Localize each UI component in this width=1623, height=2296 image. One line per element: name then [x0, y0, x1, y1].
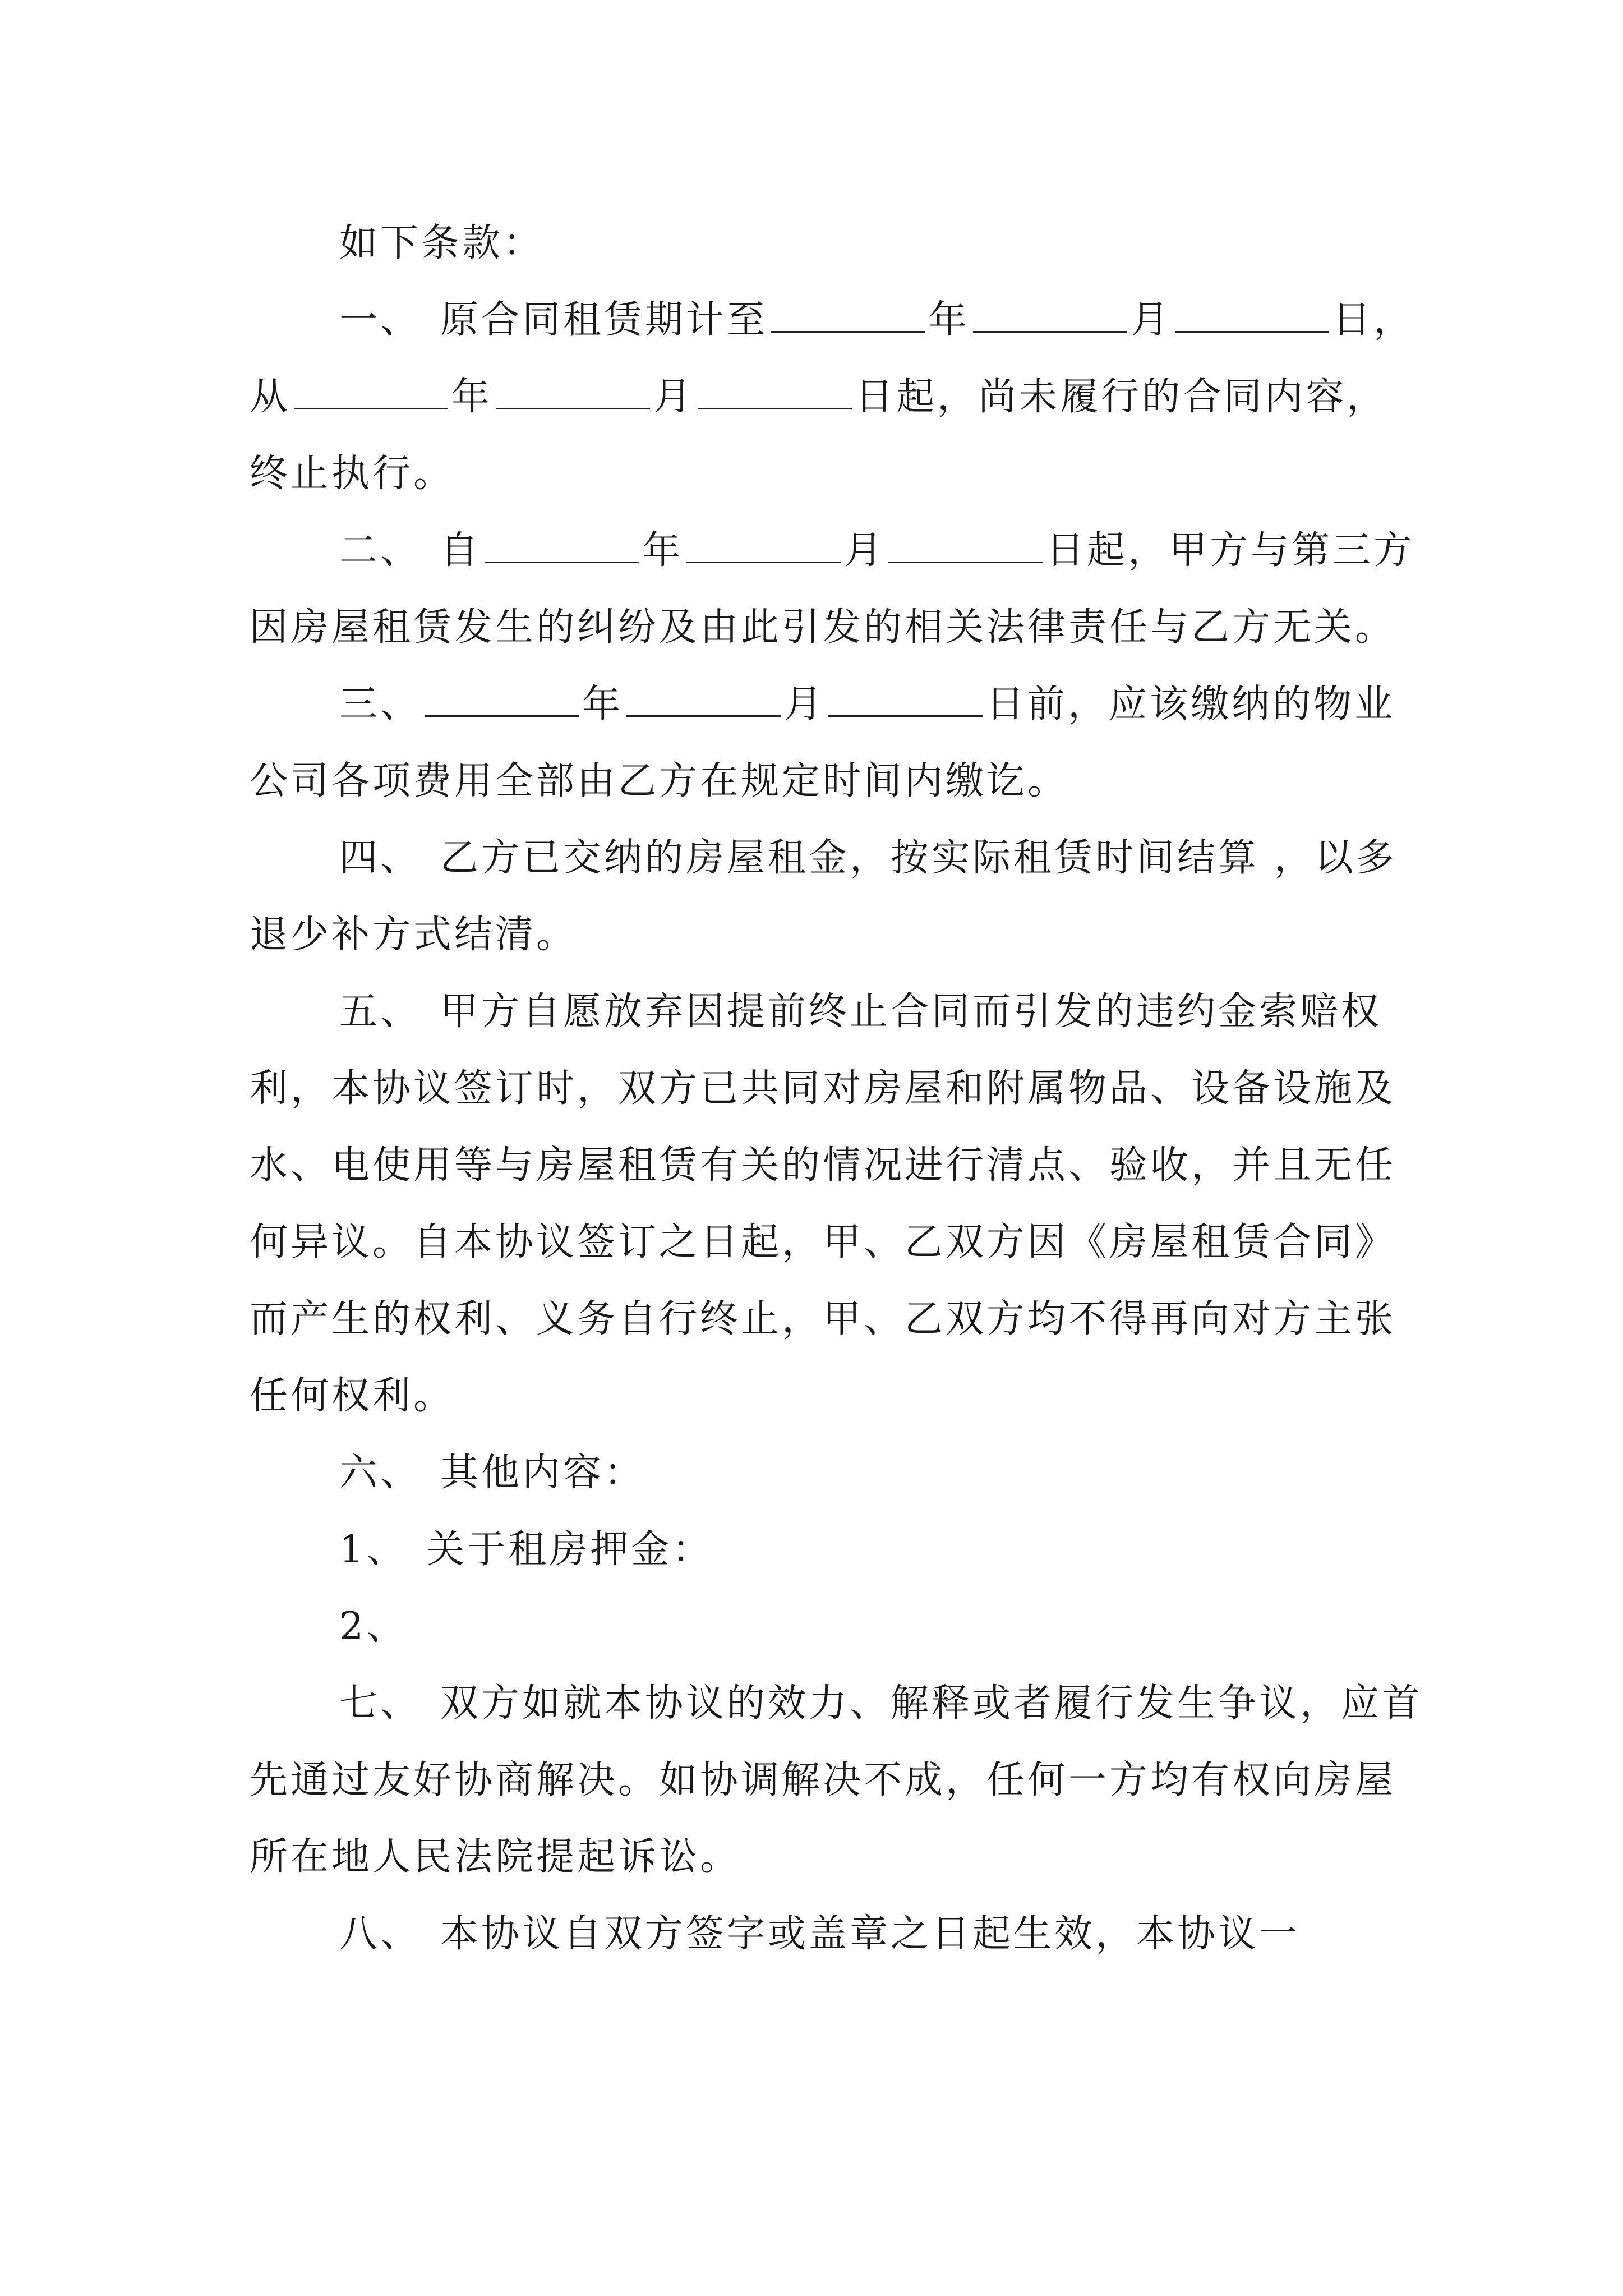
month-blank[interactable] — [686, 528, 841, 563]
clause-number: 五 — [339, 990, 381, 1034]
item-number: 1 — [339, 1527, 367, 1572]
intro-line: 如下条款： — [339, 221, 545, 265]
day-blank[interactable] — [1175, 297, 1329, 333]
clause-2: 二、 自 年 月 日起，甲方与第三方因房屋租赁发生的纠纷及由此引发的相关法律责任与乙方无关。 — [250, 528, 1415, 650]
clause-3: 三、 年 月 日前，应该缴纳的物业公司各项费用全部由乙方在规定时间内缴讫。 — [250, 682, 1396, 803]
year-blank[interactable] — [425, 682, 579, 717]
year-blank[interactable] — [294, 374, 448, 409]
clause-6: 六、 其他内容： — [339, 1451, 645, 1495]
clause-number: 六 — [339, 1451, 381, 1495]
month-blank[interactable] — [496, 374, 650, 409]
sub-item-1: 1、 关于租房押金： — [339, 1527, 713, 1572]
day-blank[interactable] — [828, 682, 983, 717]
day-blank[interactable] — [888, 528, 1043, 563]
clause-8: 八、 本协议自双方签字或盖章之日起生效，本协议一 — [339, 1912, 1301, 1956]
item-number: 2 — [339, 1604, 367, 1649]
day-blank[interactable] — [698, 374, 852, 409]
year-blank[interactable] — [771, 297, 925, 333]
clause-number: 一 — [339, 298, 381, 342]
clause-number: 四 — [339, 836, 381, 880]
clause-number: 三 — [339, 682, 381, 726]
agreement-body — [250, 205, 1427, 1972]
clause-number: 八 — [339, 1912, 381, 1956]
sub-item-2: 2、 — [339, 1604, 408, 1649]
clause-number: 七 — [339, 1681, 381, 1726]
month-blank[interactable] — [973, 297, 1127, 333]
clause-1: 一、 原合同租赁期计至 年 月 日，从 年 月 日起，尚未履行的合同内容，终止执行。 — [250, 298, 1415, 496]
clause-5: 五、 甲方自愿放弃因提前终止合同而引发的违约金索赔权利，本协议签订时，双方已共同对房屋和附属物品、设备设施及水、电使用等与房屋租赁有关的情况进行清点、验收，并且无任何异议。自本协议签订之日起，甲、乙双方因《房屋租赁合同》而产生的权利、义务自行终止，甲、乙双方均不得再向对方主张任何权利。 — [250, 990, 1396, 1418]
year-blank[interactable] — [485, 528, 639, 563]
clause-4: 四、 乙方已交纳的房屋租金，按实际租赁时间结算 ，以多退少补方式结清。 — [250, 836, 1397, 957]
clause-7: 七、 双方如就本协议的效力、解释或者履行发生争议，应首先通过友好协商解决。如协调解决不成，任何一方均有权向房屋所在地人民法院提起诉讼。 — [250, 1681, 1423, 1879]
month-blank[interactable] — [626, 682, 781, 717]
clause-number: 二 — [339, 528, 381, 573]
